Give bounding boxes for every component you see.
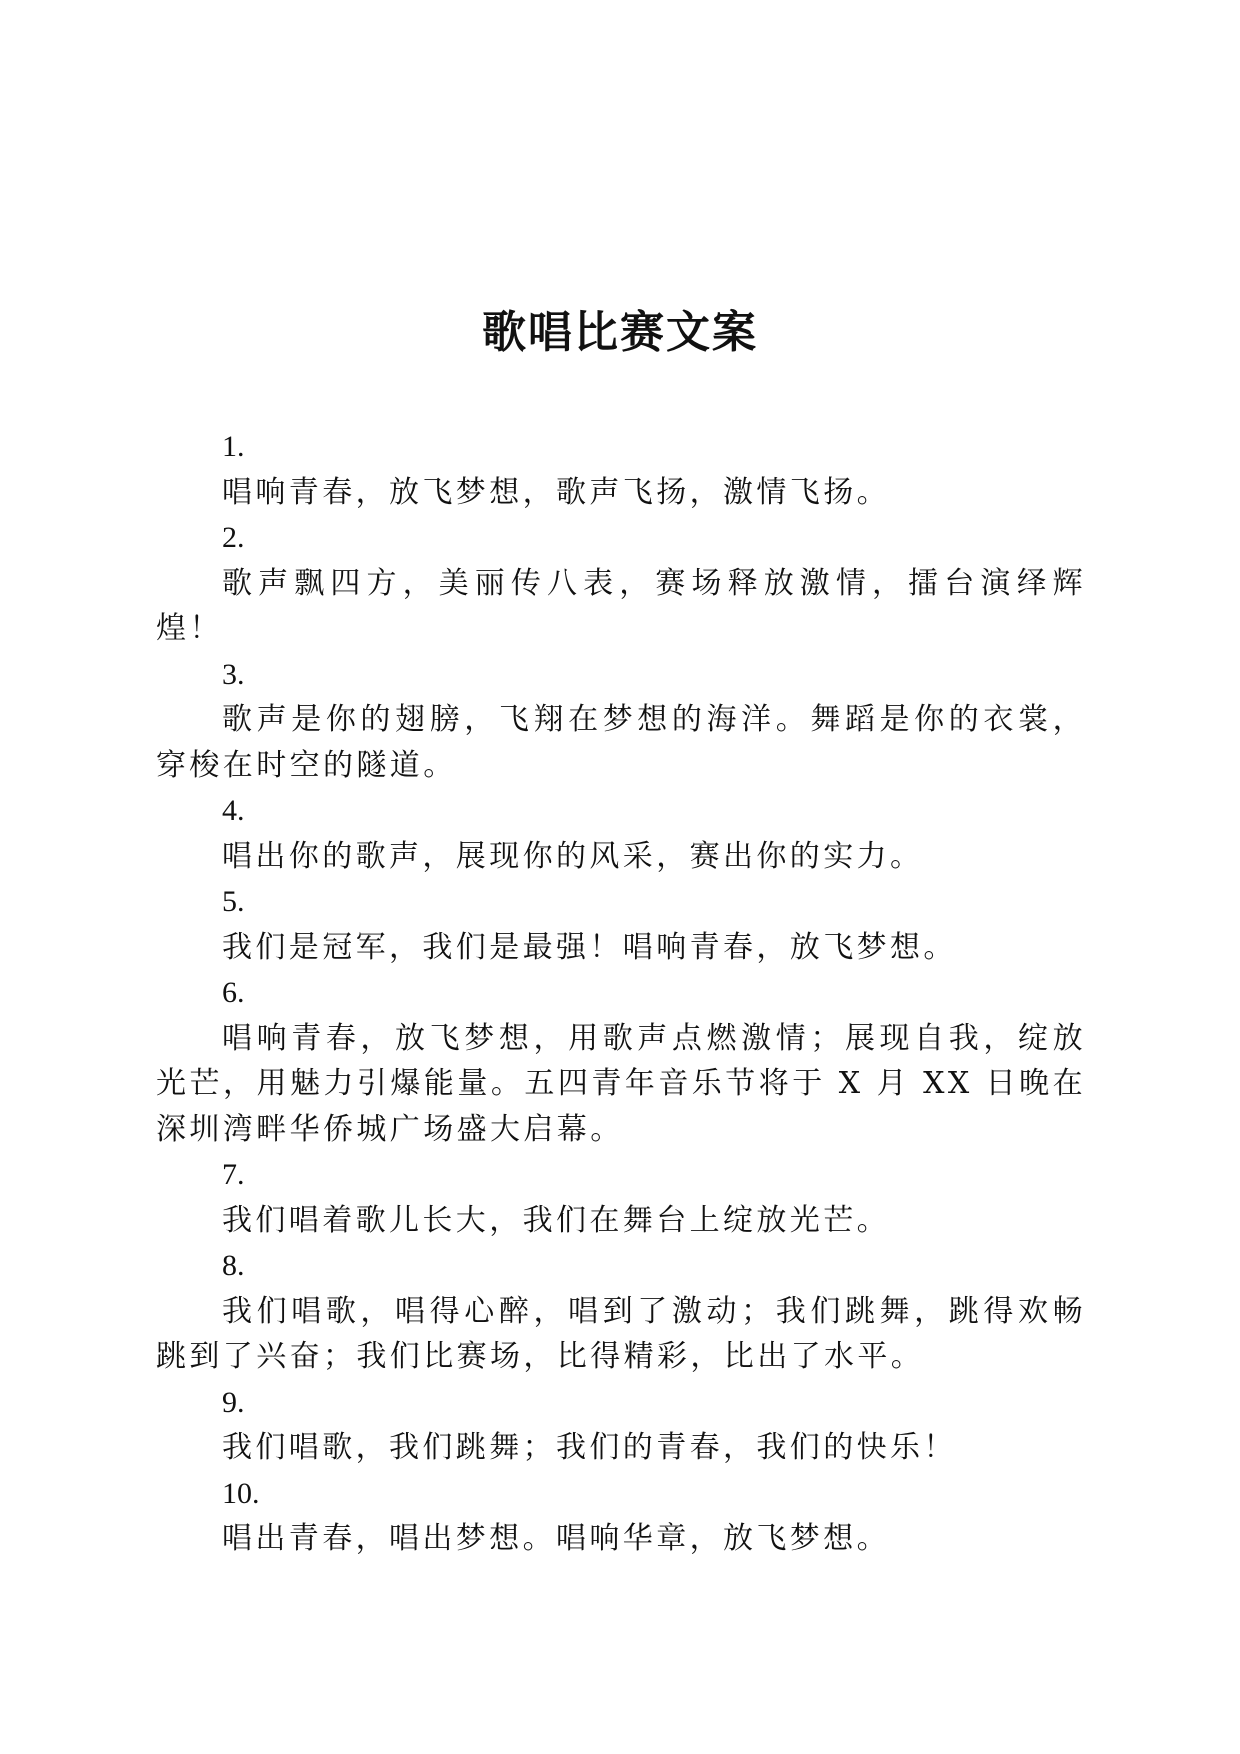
item-number: 5. — [222, 885, 245, 918]
item-number: 7. — [222, 1158, 245, 1191]
item-text: 我们唱歌，我们跳舞；我们的青春，我们的快乐！ — [222, 1430, 957, 1465]
list-item — [156, 1243, 1086, 1380]
list-item — [156, 515, 1086, 652]
item-text: 唱响青春，放飞梦想，歌声飞扬，激情飞扬。 — [222, 474, 890, 510]
item-text: 我们是冠军，我们是最强！唱响青春，放飞梦想。 — [222, 929, 957, 965]
list-item — [156, 1471, 1086, 1562]
item-text: 我们唱着歌儿长大，我们在舞台上绽放光芒。 — [222, 1202, 890, 1238]
list-item — [156, 1380, 1086, 1471]
list-item — [156, 879, 1086, 970]
item-text: 唱出青春，唱出梦想。唱响华章，放飞梦想。 — [222, 1521, 890, 1556]
document-body — [156, 424, 1086, 1562]
document-title: 歌唱比赛文案 — [482, 307, 758, 358]
list-item — [156, 788, 1086, 879]
item-text: 唱出你的歌声，展现你的风采，赛出你的实力。 — [222, 838, 924, 874]
item-number: 8. — [222, 1249, 245, 1282]
item-number: 6. — [222, 976, 245, 1009]
item-number: 9. — [222, 1385, 245, 1419]
item-text: 歌声飘四方，美丽传八表，赛场释放激情，擂台演绎辉煌！ — [156, 565, 1086, 646]
list-item — [156, 970, 1086, 1152]
list-item — [156, 652, 1086, 789]
item-number: 4. — [222, 794, 245, 827]
item-number: 1. — [222, 430, 245, 463]
item-number: 2. — [222, 521, 245, 554]
item-number: 10. — [222, 1476, 260, 1510]
list-item — [156, 424, 1086, 515]
item-number: 3. — [222, 657, 245, 691]
list-item — [156, 1152, 1086, 1243]
item-text: 唱响青春，放飞梦想，用歌声点燃激情；展现自我，绽放光芒，用魅力引爆能量。五四青年音乐节将于 X 月 XX 日晚在深圳湾畔华侨城广场盛大启幕。 — [156, 1020, 1086, 1147]
item-text: 我们唱歌，唱得心醉，唱到了激动；我们跳舞，跳得欢畅跳到了兴奋；我们比赛场，比得精彩，比出了水平。 — [156, 1293, 1086, 1374]
item-text: 歌声是你的翅膀，飞翔在梦想的海洋。舞蹈是你的衣裳，穿梭在时空的隧道。 — [156, 702, 1086, 783]
